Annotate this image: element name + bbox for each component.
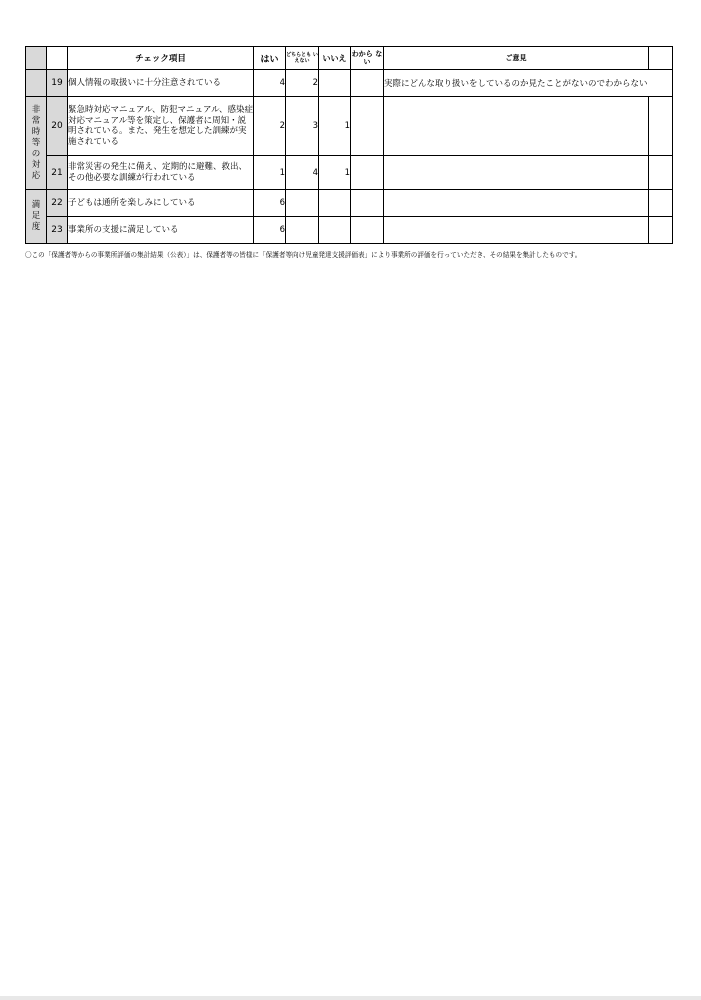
row-neither: 4 (286, 156, 319, 190)
row-item: 事業所の支援に満足している (68, 217, 254, 244)
row-item: 個人情報の取扱いに十分注意されている (68, 70, 254, 97)
row-yes: 6 (254, 190, 286, 217)
page-bottom-edge (0, 996, 701, 1000)
evaluation-table (25, 46, 673, 244)
row-yes: 4 (254, 70, 286, 97)
row-item: 緊急時対応マニュアル、防犯マニュアル、感染症対応マニュアル等を策定し、保護者に周知・説明されている。また、発生を想定した訓練が実施されている (68, 97, 254, 156)
row-unknown (351, 156, 384, 190)
row-neither: 2 (286, 70, 319, 97)
header-yes: はい (254, 47, 286, 70)
row-unknown (351, 190, 384, 217)
row-unknown (351, 217, 384, 244)
row-end (649, 156, 673, 190)
header-unknown: わから ない (351, 47, 384, 70)
row-number: 23 (47, 217, 68, 244)
header-blank-number (47, 47, 68, 70)
row-yes: 6 (254, 217, 286, 244)
row-no: 1 (319, 97, 351, 156)
row-neither (286, 190, 319, 217)
category-satisfaction: 満 足 度 (26, 190, 47, 244)
row-opinion (384, 97, 649, 156)
row-end (649, 190, 673, 217)
row-no (319, 190, 351, 217)
header-row (26, 47, 673, 70)
row-opinion: 実際にどんな取り扱いをしているのか見たことがないのでわからない (384, 70, 673, 97)
table-row (26, 97, 673, 156)
table-row (26, 70, 673, 97)
row-no (319, 70, 351, 97)
row-number: 19 (47, 70, 68, 97)
header-blank-category (26, 47, 47, 70)
row-number: 20 (47, 97, 68, 156)
row-no (319, 217, 351, 244)
row-number: 22 (47, 190, 68, 217)
row-unknown (351, 97, 384, 156)
row-yes: 2 (254, 97, 286, 156)
row-opinion (384, 217, 649, 244)
row-end (649, 217, 673, 244)
row-unknown (351, 70, 384, 97)
table-row (26, 156, 673, 190)
row-opinion (384, 156, 649, 190)
header-blank-end (649, 47, 673, 70)
row-end (649, 97, 673, 156)
table-row (26, 217, 673, 244)
table-row (26, 190, 673, 217)
header-opinion: ご意見 (384, 47, 649, 70)
row-yes: 1 (254, 156, 286, 190)
category-blank (26, 70, 47, 97)
category-emergency: 非 常 時 等 の 対 応 (26, 97, 47, 190)
header-check-item: チェック項目 (68, 47, 254, 70)
header-no: いいえ (319, 47, 351, 70)
row-number: 21 (47, 156, 68, 190)
row-opinion (384, 190, 649, 217)
footnote: 〇この「保護者等からの事業所評価の集計結果（公表）」は、保護者等の皆様に「保護者等向け児童発達支援評価表」により事業所の評価を行っていただき、その結果を集計したものです。 (25, 251, 582, 259)
row-neither (286, 217, 319, 244)
row-no: 1 (319, 156, 351, 190)
row-item: 非常災害の発生に備え、定期的に避難、救出、その他必要な訓練が行われている (68, 156, 254, 190)
header-neither: どちらとも いえない (286, 47, 319, 70)
row-neither: 3 (286, 97, 319, 156)
row-item: 子どもは通所を楽しみにしている (68, 190, 254, 217)
